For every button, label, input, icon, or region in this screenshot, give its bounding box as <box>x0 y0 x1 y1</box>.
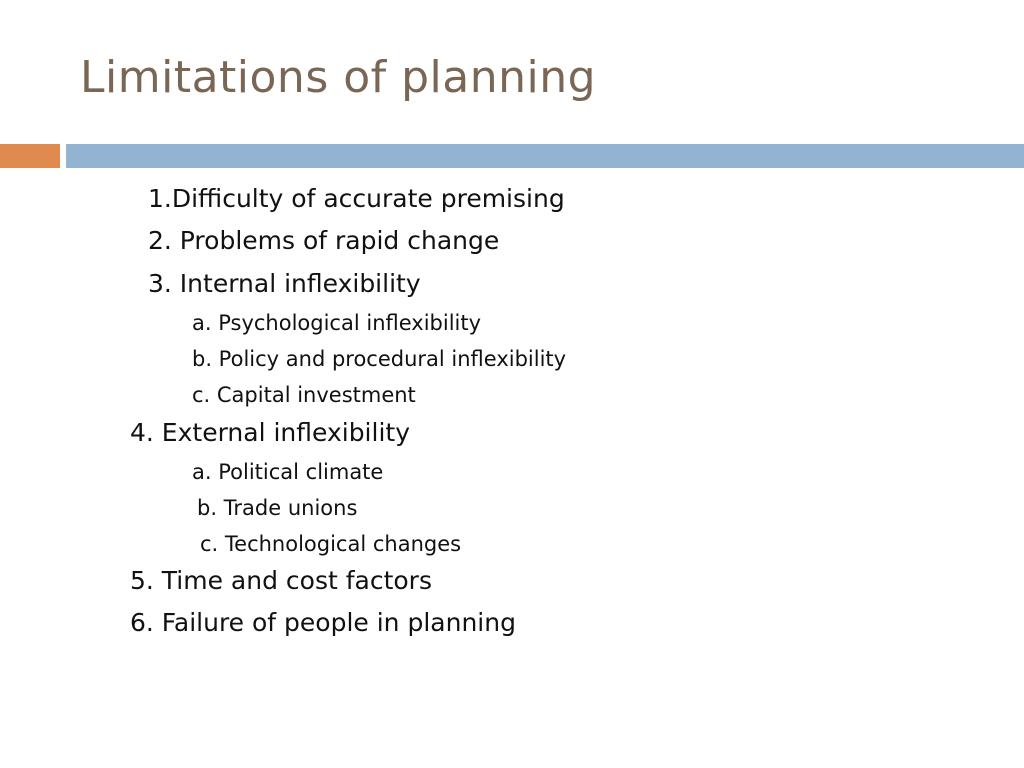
list-item-3: 3. Internal inflexibility <box>148 269 421 298</box>
list-subitem-4b: b. Trade unions <box>197 496 358 520</box>
title-accent-bar-orange <box>0 144 60 168</box>
list-subitem-4c: c. Technological changes <box>200 532 462 556</box>
list-item-6: 6. Failure of people in planning <box>130 608 516 637</box>
title-accent-bar-blue <box>66 144 1024 168</box>
slide-title: Limitations of planning <box>80 52 597 103</box>
list-subitem-3a: a. Psychological inflexibility <box>192 311 482 335</box>
list-item-5: 5. Time and cost factors <box>130 566 432 595</box>
list-item-4: 4. External inflexibility <box>130 418 410 447</box>
list-item-1: 1.Difficulty of accurate premising <box>148 184 565 213</box>
list-subitem-3c: c. Capital investment <box>192 383 416 407</box>
list-item-2: 2. Problems of rapid change <box>148 226 500 255</box>
list-subitem-3b: b. Policy and procedural inflexibility <box>192 347 567 371</box>
list-subitem-4a: a. Political climate <box>192 460 384 484</box>
